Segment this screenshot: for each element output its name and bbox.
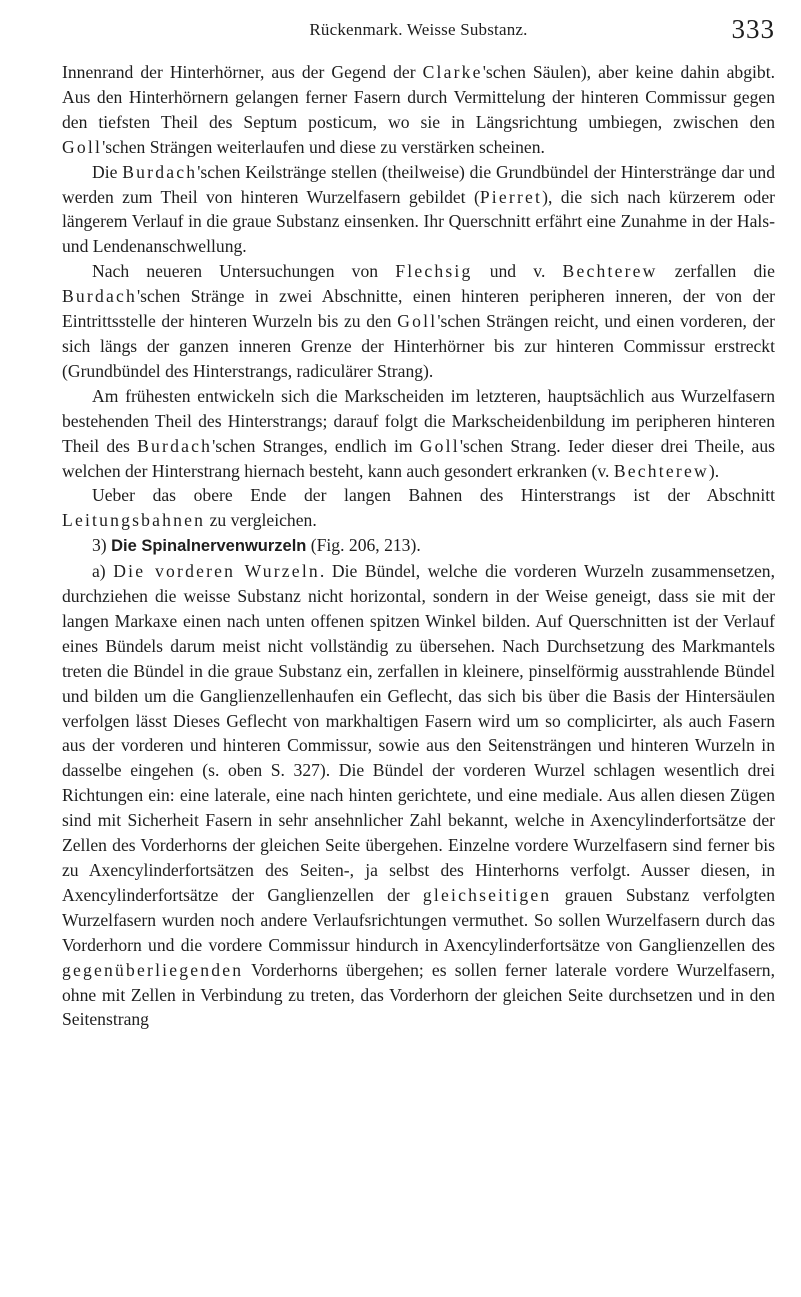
- emphasized-name: Burdach: [122, 161, 198, 182]
- text-run: 'schen Strang. Ieder dieser drei Theile, aus welchen der Hinterstrang hiernach besteht, kann auch gesondert erkranken (v.: [62, 435, 775, 481]
- text-run: zerfallen die: [657, 261, 775, 282]
- paragraph-p5: [62, 483, 775, 533]
- text-run: grauen Substanz verfolgten Wurzelfasern wurden noch andere Verlaufsrichtungen vermuthet. So sollen Wurzelfasern durch das Vorderhorn und die vordere Commissur hindurch in Axencylinderfortsätze von Ganglienzellen des: [62, 884, 775, 955]
- paragraph-p2: [62, 160, 775, 260]
- text-run: . Die Bündel, welche die vorderen Wurzeln zusammensetzen, durchziehen die weisse Substanz nicht horizontal, sondern in der Weise geneigt, dass sie mit der langen Markaxe einen nach unten offenen spitzen Winkel bilden. Auf Querschnitten ist der Verlauf eines Bündels darum meist nicht vollständig zu übersehen. Nach Durchsetzung des Markmantels treten die Bündel in die graue Substanz ein, zerfallen in kleinere, pinselförmig ausstrahlende Bündel und bilden um die Ganglienzellenhaufen ein Geflecht, das sich bis über die Basis der Hintersäulen verfolgen lässt Dieses Geflecht von markhaltigen Fasern wird um so complicirter, als auch Fasern aus der vorderen und hinteren Commissur, sowie aus den Seitensträngen und hinteren Wurzeln in dasselbe eingehen (s. oben S. 327). Die Bündel der vorderen Wurzel schlagen wesentlich drei Richtungen ein: eine laterale, eine nach hinten gerichtete, und eine mediale. Aus allen diesen Zügen sind mit Sicherheit Fasern in sehr ansehnlicher Zahl bekannt, welche in Axencylinderfortsätze der Zellen des Vorderhorns der gleichen Seite übergehen. Einzelne vordere Wurzelfasern sind ferner bis zu Axencylinderfortsätzen des Seiten-, ja selbst des Hinterhorns verfolgt. Ausser diesen, in Axencylinderfortsätze der Ganglienzellen der: [62, 561, 775, 905]
- emphasized-name: Leitungsbahnen: [62, 510, 206, 531]
- emphasized-name: Goll: [62, 136, 103, 157]
- running-title: Rückenmark. Weisse Substanz.: [309, 20, 528, 39]
- paragraph-p4: [62, 384, 775, 484]
- emphasized-name: Bechterew: [562, 261, 658, 282]
- section-heading: Die Spinalnervenwurzeln: [111, 537, 307, 556]
- emphasized-name: Pierret: [479, 186, 543, 207]
- emphasized-name: gleichseitigen: [422, 884, 552, 905]
- text-run: 3): [92, 535, 112, 556]
- text-run: Am frühesten entwickeln sich die Markscheiden im letzteren, hauptsächlich aus Wurzelfasern bestehenden Theil des Hinterstrangs; darauf folgt die Markscheidenbildung im peripheren hinteren Theil des: [62, 385, 775, 456]
- body-text: [62, 60, 775, 1032]
- emphasized-name: Flechsig: [395, 261, 473, 282]
- text-run: ), die sich nach kürzerem oder längerem Verlauf in die graue Substanz einsenken. Ihr Querschnitt erfährt eine Zunahme in der Hals- und Lendenanschwellung.: [62, 186, 775, 257]
- text-run: 'schen Strängen weiterlaufen und diese zu verstärken scheinen.: [102, 136, 545, 157]
- paragraph-p3: [62, 259, 775, 384]
- text-run: und v.: [472, 261, 563, 282]
- emphasized-name: Goll: [419, 435, 460, 456]
- paragraph-p1: [62, 60, 775, 160]
- text-run: 'schen Stränge in zwei Abschnitte, einen hinteren peripheren inneren, der von der Eintrittsstelle der hinteren Wurzeln bis zu den: [62, 286, 775, 332]
- emphasized-name: Die vorderen Wurzeln: [113, 561, 320, 582]
- text-run: 'schen Keilstränge stellen (theilweise) die Grundbündel der Hinterstränge dar und werden zum Theil von hinteren Wurzelfasern gebildet (: [62, 161, 775, 207]
- emphasized-name: Goll: [397, 311, 438, 332]
- book-page: [62, 14, 775, 1032]
- text-run: zu vergleichen.: [205, 510, 317, 531]
- page-number: 333: [731, 14, 775, 44]
- emphasized-name: Burdach: [137, 435, 213, 456]
- text-run: Nach neueren Untersuchungen von: [92, 261, 396, 282]
- text-run: Innenrand der Hinterhörner, aus der Gegend der: [62, 62, 423, 82]
- emphasized-name: Bechterew: [613, 460, 709, 481]
- text-run: 'schen Stranges, endlich im: [212, 435, 420, 456]
- text-run: Die: [92, 161, 123, 182]
- emphasized-name: Burdach: [62, 286, 138, 307]
- emphasized-name: Clarke: [422, 62, 483, 82]
- text-run: 'schen Säulen), aber keine dahin abgibt. Aus den Hinterhörnern gelangen ferner Fasern durch Vermittelung der hinteren Commissur gegen den tiefsten Theil des Septum posticum, wo sie in Längsrichtung umbiegen, zwischen den: [62, 62, 775, 132]
- paragraph-p6: [62, 533, 775, 559]
- paragraph-p7: [62, 559, 775, 1032]
- text-run: Vorderhorns übergehen; es sollen ferner laterale vordere Wurzelfasern, ohne mit Zellen in Verbindung zu treten, das Vorderhorn der gleichen Seite durchsetzen und in den Seitenstrang: [62, 959, 775, 1030]
- running-header: [62, 14, 775, 48]
- text-run: a): [92, 561, 114, 582]
- emphasized-name: gegenüberliegenden: [62, 959, 244, 980]
- text-run: 'schen Strängen reicht, und einen vorderen, der sich längs der ganzen inneren Grenze der Hinterhörner bis zur hinteren Commissur erstreckt (Grundbündel des Hinterstrangs, radiculärer Strang).: [62, 311, 776, 381]
- text-run: ).: [708, 460, 720, 481]
- text-run: (Fig. 206, 213).: [306, 535, 421, 556]
- text-run: Ueber das obere Ende der langen Bahnen des Hinterstrangs ist der Abschnitt: [92, 485, 775, 506]
